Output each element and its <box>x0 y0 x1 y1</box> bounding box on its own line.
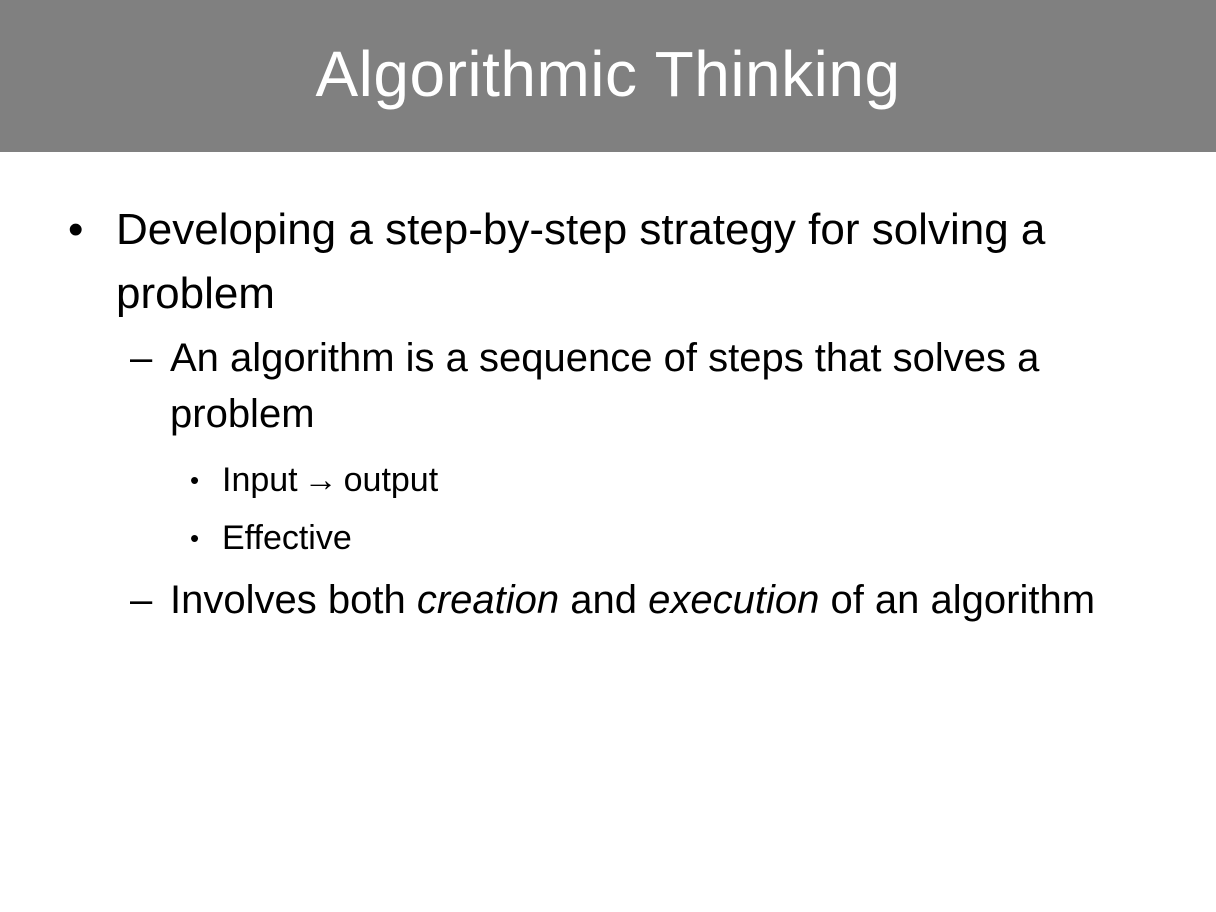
bullet-text: Developing a step-by-step strategy for solving a problem <box>116 205 1046 318</box>
dash-marker: – <box>130 578 153 622</box>
right-arrow-icon: → <box>303 461 338 499</box>
title-bar <box>0 0 1216 152</box>
bullet-marker: • <box>190 523 200 553</box>
input-label: Input <box>222 461 298 499</box>
emphasis-execution: execution <box>648 578 820 622</box>
sub-bullet-item <box>130 572 1170 628</box>
bullet-marker: • <box>190 465 200 495</box>
text-segment: and <box>559 578 649 622</box>
sub-sub-bullet-text <box>222 454 1090 506</box>
sub-bullet-text <box>170 572 1170 628</box>
sub-sub-bullet-item <box>190 454 1090 506</box>
text-segment: of an algorithm <box>819 578 1096 622</box>
slide-content <box>0 152 1216 912</box>
emphasis-creation: creation <box>416 578 560 622</box>
sub-sub-bullet-item <box>190 512 1090 564</box>
bullet-marker: • <box>68 205 84 254</box>
sub-bullet-text: An algorithm is a sequence of steps that solves a problem <box>170 336 1040 436</box>
sub-sub-bullet-text: Effective <box>222 519 352 557</box>
bullet-item <box>68 198 1168 326</box>
sub-bullet-item <box>130 330 1170 442</box>
dash-marker: – <box>130 336 153 380</box>
output-label: output <box>343 461 439 499</box>
text-segment: Involves both <box>170 578 417 622</box>
slide-title: Algorithmic Thinking <box>315 38 901 110</box>
